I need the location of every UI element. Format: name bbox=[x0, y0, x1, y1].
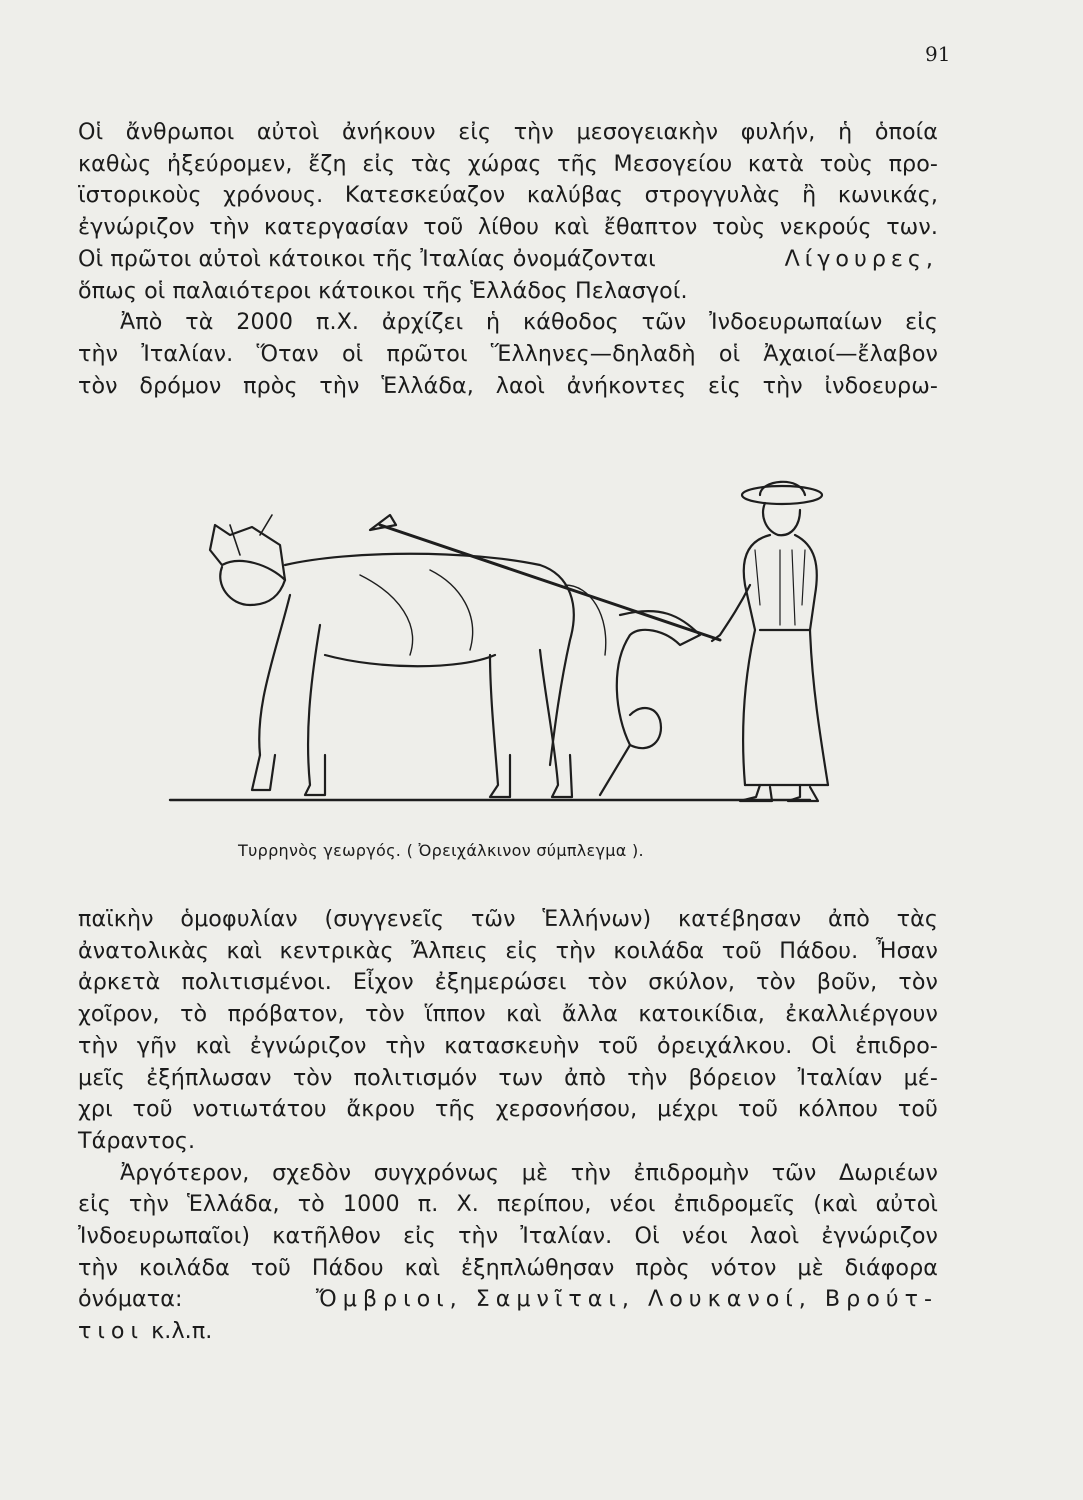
text-fragment: Οἱ πρῶτοι αὐτοὶ κάτοικοι τῆς Ἰταλίας ὀνομάζονται bbox=[78, 245, 656, 272]
text-line: Ἀργότερον, σχεδὸν συγχρόνως μὲ τὴν ἐπιδρομὴν τῶν Δωριέων bbox=[120, 1159, 938, 1186]
text-line: ἀνατολικὰς καὶ κεντρικὰς Ἄλπεις εἰς τὴν κοιλάδα τοῦ Πάδου. Ἦσαν bbox=[78, 937, 938, 964]
text-line: Ἀπὸ τὰ 2000 π.Χ. ἀρχίζει ἡ κάθοδος τῶν Ἰνδοευρωπαίων εἰς bbox=[120, 309, 938, 336]
text-line: Ἰνδοευρωπαῖοι) κατῆλθον εἰς τὴν Ἰταλίαν. Οἱ νέοι λαοὶ ἐγνώριζον bbox=[78, 1223, 938, 1250]
names-line bbox=[78, 1284, 938, 1316]
text-line: χοῖρον, τὸ πρόβατον, τὸν ἵππον καὶ ἄλλα κατοικίδια, ἐκαλλιέργουν bbox=[78, 1001, 938, 1028]
text-line: μεῖς ἐξήπλωσαν τὸν πολιτισμόν των ἀπὸ τὴν βόρειον Ἰταλίαν μέ- bbox=[78, 1064, 938, 1091]
text-line: ἀρκετὰ πολιτισμένοι. Εἶχον ἐξημερώσει τὸν σκύλον, τὸν βοῦν, τὸν bbox=[78, 969, 938, 996]
illustration-etruscan-farmer bbox=[160, 455, 940, 825]
page-number: 91 bbox=[925, 42, 951, 66]
names-last-line bbox=[78, 1316, 938, 1348]
text-line: τὸν δρόμον πρὸς τὴν Ἑλλάδα, λαοὶ ἀνήκοντες εἰς τὴν ἰνδοευρω- bbox=[78, 372, 938, 399]
text-line: ὅπως οἱ παλαιότεροι κάτοικοι τῆς Ἑλλάδος Πελασγοί. bbox=[78, 277, 688, 304]
text-line: Τάραντος. bbox=[78, 1127, 196, 1154]
upper-text-block bbox=[78, 117, 938, 402]
text-line: εἰς τὴν Ἑλλάδα, τὸ 1000 π. Χ. περίπου, νέοι ἐπιδρομεῖς (καὶ αὐτοὶ bbox=[78, 1191, 938, 1218]
names-list: Ὄμβριοι, Σαμνῖται, Λουκανοί, Βρούτ- bbox=[315, 1286, 938, 1313]
etc-abbreviation: κ.λ.π. bbox=[151, 1318, 213, 1345]
lower-text-block bbox=[78, 904, 938, 1348]
ligures-term: Λίγουρες, bbox=[784, 245, 938, 272]
text-line: καθὼς ἠξεύρομεν, ἔζη εἰς τὰς χώρας τῆς Μεσογείου κατὰ τοὺς προ- bbox=[78, 150, 938, 177]
figure-caption: Τυρρηνὸς γεωργός. ( Ὀρειχάλκινον σύμπλεγμα ). bbox=[238, 841, 644, 860]
text-line: τὴν γῆν καὶ ἐγνώριζον τὴν κατασκευὴν τοῦ ὀρειχάλκου. Οἱ ἐπιδρο- bbox=[78, 1032, 938, 1059]
text-line: Οἱ ἄνθρωποι αὐτοὶ ἀνήκουν εἰς τὴν μεσογειακὴν φυλήν, ἡ ὁποία bbox=[78, 119, 938, 145]
names-continuation: τιοι bbox=[78, 1318, 144, 1345]
text-line: παϊκὴν ὁμοφυλίαν (συγγενεῖς τῶν Ἑλλήνων) κατέβησαν ἀπὸ τὰς bbox=[78, 906, 938, 932]
text-line: ἐγνώριζον τὴν κατεργασίαν τοῦ λίθου καὶ ἔθαπτον τοὺς νεκρούς των. bbox=[78, 214, 938, 241]
names-label: ὀνόματα: bbox=[78, 1286, 183, 1313]
text-line: τὴν κοιλάδα τοῦ Πάδου καὶ ἐξηπλώθησαν πρὸς νότον μὲ διάφορα bbox=[78, 1254, 938, 1281]
text-line-with-ligures bbox=[78, 244, 938, 276]
text-line: χρι τοῦ νοτιωτάτου ἄκρου τῆς χερσονήσου, μέχρι τοῦ κόλπου τοῦ bbox=[78, 1096, 938, 1123]
text-line: ϊστορικοὺς χρόνους. Κατεσκεύαζον καλύβας στρογγυλὰς ἢ κωνικάς, bbox=[78, 182, 938, 209]
text-line: τὴν Ἰταλίαν. Ὅταν οἱ πρῶτοι Ἕλληνες—δηλαδὴ οἱ Ἀχαιοί—ἔλαβον bbox=[78, 340, 938, 367]
